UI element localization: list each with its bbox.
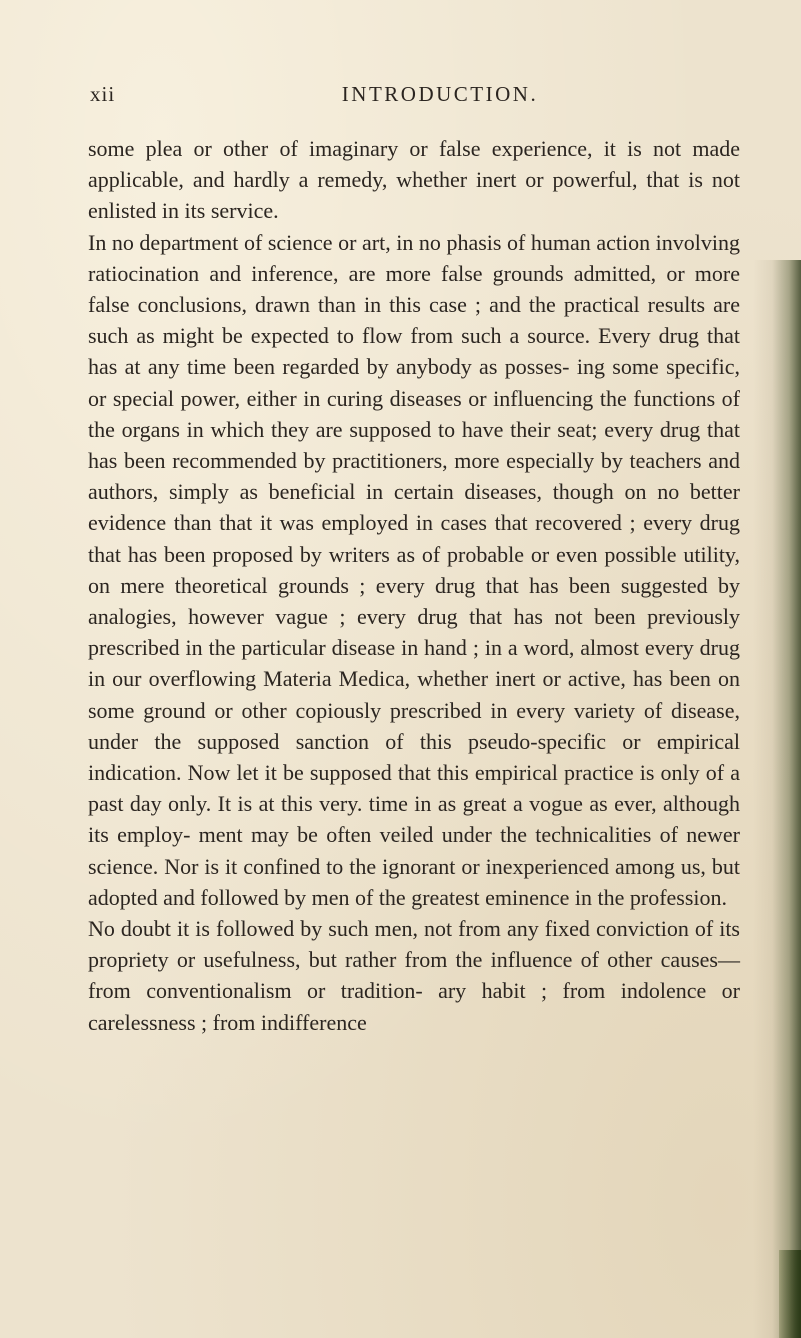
page-number: xii xyxy=(90,82,116,106)
paragraph: In no department of science or art, in no phasis of human action involving ratiocination and inference, are more false grounds admitted, or more false conclusions, drawn than in this case ; and the practical results are such as might be expected to flow from such a source. Every drug that has at any time been regarded by anybody as posses- ing some specific, or special power, either in curing diseases or influencing the functions of the organs in which they are supposed to have their seat; every drug that has been recommended by practitioners, more especially by teachers and authors, simply as beneficial in certain diseases, though on no better evidence than that it was employed in cases that recovered ; every drug that has been proposed by writers as of probable or even possible utility, on mere theoretical grounds ; every drug that has been suggested by analogies, however vague ; every drug that has not been previously prescribed in the particular disease in hand ; in a word, almost every drug in our overflowing Materia Medica, whether inert or active, has been on some ground or other copiously prescribed in every variety of disease, under the supposed sanction of this pseudo-specific or empirical indication. Now let it be supposed that this empirical practice is only of a past day only. It is at this very. time in as great a vogue as ever, although its employ- ment may be often veiled under the technicalities of newer science. Nor is it confined to the ignorant or inexperienced among us, but adopted and followed by men of the greatest eminence in the profession. xyxy=(88,229,740,910)
page-edge-stain xyxy=(779,1250,801,1338)
paragraph: some plea or other of imaginary or false experience, it is not made applicable, and hardly a remedy, whether inert or powerful, that is not enlisted in its service. xyxy=(88,136,740,224)
page-header xyxy=(90,82,750,112)
page-edge-shadow xyxy=(753,260,801,1338)
body-text xyxy=(88,133,740,1038)
running-head: INTRODUCTION. xyxy=(341,82,539,106)
paragraph: No doubt it is followed by such men, not from any fixed conviction of its propriety or usefulness, but rather from the influence of other causes—from conventionalism or tradition- ary habit ; from indolence or carelessness ; from indifference xyxy=(88,916,740,1035)
